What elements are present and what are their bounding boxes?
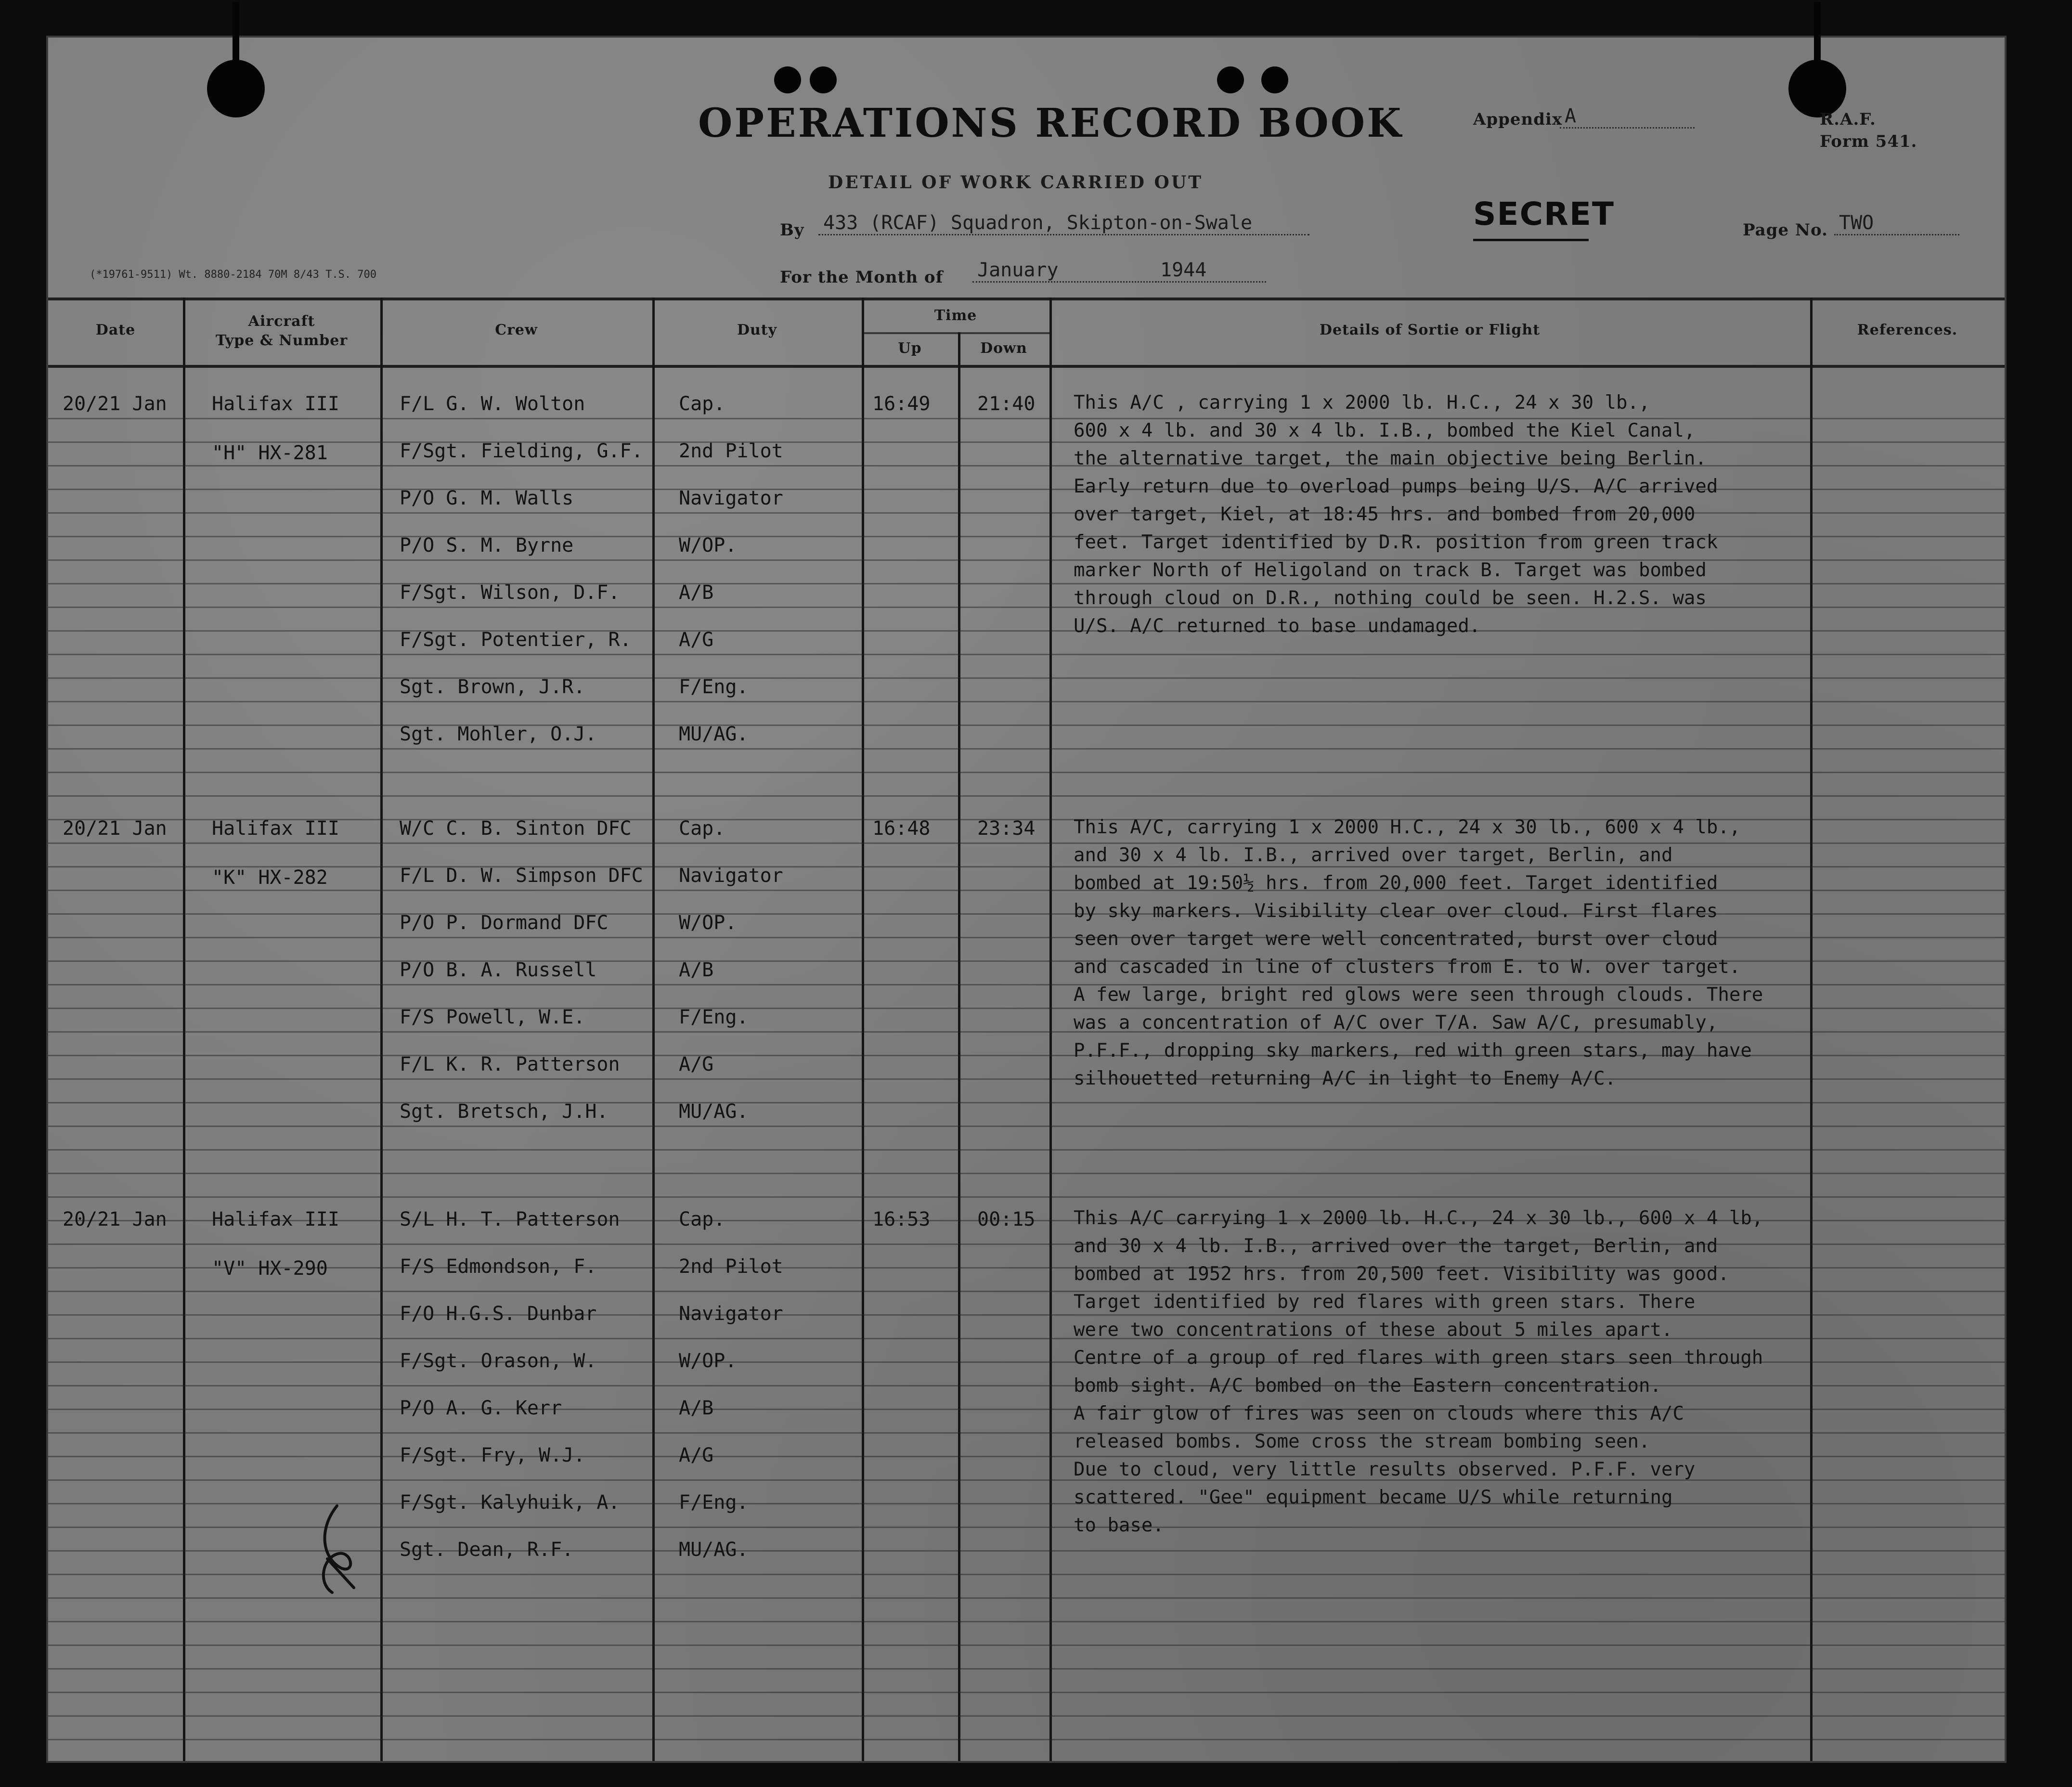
details-line: silhouetted returning A/C in light to Enemy A/C. xyxy=(1074,1068,1617,1089)
crew-name: F/S Powell, W.E. xyxy=(400,1006,585,1028)
crew-duty: A/G xyxy=(679,1444,714,1466)
details-line: and 30 x 4 lb. I.B., arrived over the target, Berlin, and xyxy=(1074,1235,1718,1257)
col-divider-down xyxy=(1049,298,1052,1761)
crew-duty: MU/AG. xyxy=(679,1539,749,1561)
details-line: through cloud on D.R., nothing could be seen. H.2.S. was xyxy=(1074,587,1707,609)
crew-duty: Cap. xyxy=(679,393,725,415)
crew-name: F/S Edmondson, F. xyxy=(400,1256,597,1278)
month-value: January xyxy=(972,259,1165,283)
ring-clip-right xyxy=(1814,2,1821,69)
time-down: 23:34 xyxy=(977,817,1036,840)
details-line: and 30 x 4 lb. I.B., arrived over target, Berlin, and xyxy=(1074,844,1673,866)
aircraft-number: "K" HX-282 xyxy=(212,867,328,889)
aircraft-type: Halifax III xyxy=(212,1208,339,1230)
col-divider-crew xyxy=(652,298,655,1761)
col-header-duty: Duty xyxy=(737,322,777,338)
details-line: over target, Kiel, at 18:45 hrs. and bombed from 20,000 xyxy=(1074,504,1696,525)
details-line: bomb sight. A/C bombed on the Eastern concentration. xyxy=(1074,1375,1661,1397)
secret-stamp: SECRET xyxy=(1473,195,1615,233)
crew-name: Sgt. Mohler, O.J. xyxy=(400,723,597,745)
crew-duty: F/Eng. xyxy=(679,676,749,698)
col-header-down: Down xyxy=(980,340,1027,357)
ruled-line xyxy=(48,725,2005,726)
header-bottom-border xyxy=(48,365,2005,368)
crew-name: F/L D. W. Simpson DFC xyxy=(400,865,643,887)
details-line: bombed at 1952 hrs. from 20,500 feet. Visibility was good. xyxy=(1074,1263,1729,1285)
details-line: This A/C, carrying 1 x 2000 H.C., 24 x 30 lb., 600 x 4 lb., xyxy=(1074,816,1741,838)
page-number-label: Page No. xyxy=(1743,220,1828,240)
details-line: Due to cloud, very little results observed. P.F.F. very xyxy=(1074,1459,1696,1480)
appendix-value: A xyxy=(1560,105,1695,129)
sortie-details xyxy=(1074,1204,1763,1540)
details-line: the alternative target, the main objective being Berlin. xyxy=(1074,448,1707,469)
details-line: A fair glow of fires was seen on clouds where this A/C xyxy=(1074,1403,1684,1424)
sortie-date: 20/21 Jan xyxy=(63,817,167,840)
aircraft-number: "H" HX-281 xyxy=(212,442,328,464)
time-down: 21:40 xyxy=(977,393,1036,415)
by-label: By xyxy=(780,220,804,240)
ruled-line xyxy=(48,1196,2005,1198)
details-line: bombed at 19:50½ hrs. from 20,000 feet. Target identified xyxy=(1074,872,1718,894)
crew-name: F/Sgt. Kalyhuik, A. xyxy=(400,1491,620,1514)
crew-name: S/L H. T. Patterson xyxy=(400,1208,620,1230)
details-line: Centre of a group of red flares with green stars seen through xyxy=(1074,1347,1763,1369)
crew-name: F/Sgt. Fry, W.J. xyxy=(400,1444,585,1466)
print-code: (*19761-9511) Wt. 8880-2184 70M 8/43 T.S. 700 xyxy=(90,269,377,281)
crew-name: P/O P. Dormand DFC xyxy=(400,912,609,934)
crew-name: F/L G. W. Wolton xyxy=(400,393,585,415)
details-line: was a concentration of A/C over T/A. Saw A/C, presumably, xyxy=(1074,1012,1718,1034)
aircraft-number: "V" HX-290 xyxy=(212,1257,328,1280)
crew-duty: MU/AG. xyxy=(679,723,749,745)
crew-name: P/O S. M. Byrne xyxy=(400,534,574,557)
crew-name: P/O B. A. Russell xyxy=(400,959,597,981)
month-label: For the Month of xyxy=(780,268,944,287)
crew-name: F/O H.G.S. Dunbar xyxy=(400,1303,597,1325)
crew-duty: 2nd Pilot xyxy=(679,440,783,462)
crew-duty: A/G xyxy=(679,629,714,651)
ruled-line xyxy=(48,1621,2005,1622)
crew-name: W/C C. B. Sinton DFC xyxy=(400,817,632,840)
ring-clip-left xyxy=(233,2,239,69)
record-sheet xyxy=(46,36,2007,1763)
crew-duty: Cap. xyxy=(679,1208,725,1230)
crew-duty: W/OP. xyxy=(679,912,737,934)
aircraft-type: Halifax III xyxy=(212,393,339,415)
time-up: 16:53 xyxy=(872,1208,931,1230)
details-line: released bombs. Some cross the stream bombing seen. xyxy=(1074,1431,1650,1452)
crew-duty: 2nd Pilot xyxy=(679,1256,783,1278)
handwritten-initials xyxy=(308,1501,366,1597)
crew-duty: Cap. xyxy=(679,817,725,840)
crew-name: F/Sgt. Orason, W. xyxy=(400,1350,597,1372)
col-divider-aircraft xyxy=(380,298,383,1761)
ruled-line xyxy=(48,1597,2005,1599)
time-header-divider xyxy=(862,332,1049,334)
crew-name: F/Sgt. Wilson, D.F. xyxy=(400,582,620,604)
crew-name: F/L K. R. Patterson xyxy=(400,1053,620,1075)
sortie-date: 20/21 Jan xyxy=(63,1208,167,1230)
details-line: U/S. A/C returned to base undamaged. xyxy=(1074,615,1481,637)
details-line: Early return due to overload pumps being U/S. A/C arrived xyxy=(1074,476,1718,497)
details-line: 600 x 4 lb. and 30 x 4 lb. I.B., bombed the Kiel Canal, xyxy=(1074,420,1696,441)
details-line: by sky markers. Visibility clear over cloud. First flares xyxy=(1074,900,1718,922)
col-header-references: References. xyxy=(1857,322,1958,338)
details-line: scattered. "Gee" equipment became U/S while returning xyxy=(1074,1487,1673,1508)
crew-duty: A/B xyxy=(679,1397,714,1419)
crew-duty: Navigator xyxy=(679,1303,783,1325)
crew-name: Sgt. Brown, J.R. xyxy=(400,676,585,698)
details-line: Target identified by red flares with green stars. There xyxy=(1074,1291,1696,1313)
col-divider-details xyxy=(1810,298,1813,1761)
crew-name: F/Sgt. Fielding, G.F. xyxy=(400,440,643,462)
crew-duty: Navigator xyxy=(679,487,783,509)
details-line: A few large, bright red glows were seen through clouds. There xyxy=(1074,984,1763,1006)
details-line: were two concentrations of these about 5 miles apart. xyxy=(1074,1319,1673,1341)
ruled-line xyxy=(48,654,2005,655)
punch-hole-1 xyxy=(774,66,801,93)
crew-duty: A/G xyxy=(679,1053,714,1075)
secret-underline xyxy=(1473,239,1589,241)
ruled-line xyxy=(48,1102,2005,1103)
sortie-details xyxy=(1074,814,1763,1093)
time-up: 16:48 xyxy=(872,817,931,840)
time-down: 00:15 xyxy=(977,1208,1036,1230)
ruled-line xyxy=(48,1126,2005,1127)
crew-name: Sgt. Bretsch, J.H. xyxy=(400,1101,609,1123)
details-line: This A/C , carrying 1 x 2000 lb. H.C., 24 x 30 lb., xyxy=(1074,392,1650,414)
crew-duty: F/Eng. xyxy=(679,1006,749,1028)
crew-duty: F/Eng. xyxy=(679,1491,749,1514)
year-value: 1944 xyxy=(1155,259,1266,283)
details-line: P.F.F., dropping sky markers, red with green stars, may have xyxy=(1074,1040,1752,1062)
page-number-value: TWO xyxy=(1834,212,1959,235)
punch-hole-2 xyxy=(810,66,837,93)
ruled-line xyxy=(48,1715,2005,1717)
ruled-line xyxy=(48,1149,2005,1151)
details-line: and cascaded in line of clusters from E. to W. over target. xyxy=(1074,956,1741,978)
page-subtitle: DETAIL OF WORK CARRIED OUT xyxy=(828,172,1204,193)
crew-duty: A/B xyxy=(679,582,714,604)
ruled-line xyxy=(48,701,2005,702)
ruled-line xyxy=(48,772,2005,773)
punch-hole-4 xyxy=(1261,66,1288,93)
ruled-line xyxy=(48,1692,2005,1693)
sortie-date: 20/21 Jan xyxy=(63,393,167,415)
details-line: This A/C carrying 1 x 2000 lb. H.C., 24 x 30 lb., 600 x 4 lb, xyxy=(1074,1207,1763,1229)
col-header-crew: Crew xyxy=(495,322,538,338)
crew-name: P/O G. M. Walls xyxy=(400,487,574,509)
form-line-2: Form 541. xyxy=(1820,132,1917,151)
crew-duty: Navigator xyxy=(679,865,783,887)
crew-name: Sgt. Dean, R.F. xyxy=(400,1539,574,1561)
ruled-line xyxy=(48,748,2005,750)
crew-duty: A/B xyxy=(679,959,714,981)
col-divider-duty xyxy=(862,298,864,1761)
page-title: OPERATIONS RECORD BOOK xyxy=(698,100,1403,146)
time-up: 16:49 xyxy=(872,393,931,415)
col-header-time: Time xyxy=(934,307,977,324)
crew-name: F/Sgt. Potentier, R. xyxy=(400,629,632,651)
crew-duty: MU/AG. xyxy=(679,1101,749,1123)
ruled-line xyxy=(48,1739,2005,1740)
col-header-up: Up xyxy=(898,340,922,357)
details-line: marker North of Heligoland on track B. Target was bombed xyxy=(1074,559,1707,581)
details-line: seen over target were well concentrated, burst over cloud xyxy=(1074,928,1718,950)
ruled-line xyxy=(48,1668,2005,1670)
sortie-details xyxy=(1074,389,1718,640)
crew-duty: W/OP. xyxy=(679,534,737,557)
col-header-aircraft-line1: Aircraft xyxy=(248,313,315,330)
ruled-line xyxy=(48,1173,2005,1174)
details-line: to base. xyxy=(1074,1515,1164,1536)
crew-duty: W/OP. xyxy=(679,1350,737,1372)
form-line-1: R.A.F. xyxy=(1820,110,1876,129)
aircraft-type: Halifax III xyxy=(212,817,339,840)
squadron-name: 433 (RCAF) Squadron, Skipton-on-Swale xyxy=(818,212,1309,235)
crew-name: P/O A. G. Kerr xyxy=(400,1397,562,1419)
punch-hole-3 xyxy=(1217,66,1244,93)
col-divider-up xyxy=(958,332,960,1761)
col-header-date: Date xyxy=(95,322,136,338)
col-divider-date xyxy=(183,298,185,1761)
details-line: feet. Target identified by D.R. position from green track xyxy=(1074,531,1718,553)
ruled-line xyxy=(48,677,2005,679)
ruled-line xyxy=(48,1645,2005,1646)
appendix-label: Appendix xyxy=(1473,110,1563,129)
col-header-aircraft-line2: Type & Number xyxy=(215,332,348,349)
col-header-details: Details of Sortie or Flight xyxy=(1319,322,1541,338)
ruled-line xyxy=(48,795,2005,797)
table-top-border xyxy=(48,298,2005,300)
